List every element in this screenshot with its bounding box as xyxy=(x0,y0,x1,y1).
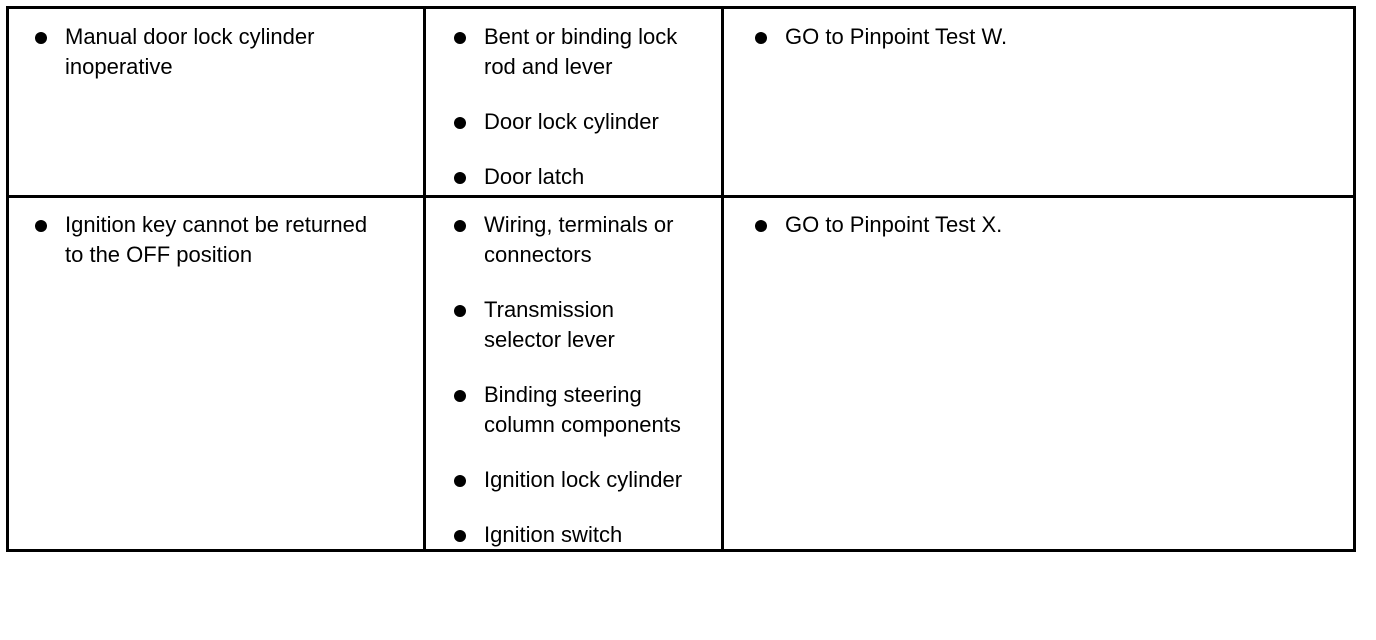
bullet-icon xyxy=(35,220,47,232)
possible-source-item xyxy=(429,520,623,640)
condition-cell xyxy=(9,9,426,195)
condition-cell xyxy=(9,198,426,549)
table-row xyxy=(9,9,1353,198)
possible-source-text: Transmission selector lever xyxy=(484,297,615,352)
possible-source-text: Bent or binding lock rod and lever xyxy=(484,24,678,79)
condition-item xyxy=(9,22,315,142)
action-item xyxy=(727,210,1003,330)
possible-source-text: Wiring, terminals or connectors xyxy=(484,212,674,267)
action-text: GO to Pinpoint Test X. xyxy=(785,212,1003,237)
bullet-icon xyxy=(454,530,466,542)
possible-source-text: Binding steering column components xyxy=(484,382,681,437)
bullet-icon xyxy=(454,32,466,44)
condition-text: Ignition key cannot be returned to the OFF position xyxy=(65,212,368,267)
action-cell xyxy=(727,9,1353,195)
bullet-icon xyxy=(35,32,47,44)
possible-source-text: Door lock cylinder xyxy=(484,109,659,134)
bullet-icon xyxy=(454,172,466,184)
possible-source-cell xyxy=(429,9,724,195)
condition-item xyxy=(9,210,368,330)
action-item xyxy=(727,22,1008,142)
possible-source-text: Door latch xyxy=(484,164,585,189)
bullet-icon xyxy=(755,220,767,232)
action-cell xyxy=(727,198,1353,549)
possible-source-text: Ignition lock cylinder xyxy=(484,467,683,492)
symptom-table xyxy=(6,6,1356,552)
bullet-icon xyxy=(454,305,466,317)
table-row xyxy=(9,198,1353,549)
bullet-icon xyxy=(454,475,466,487)
possible-source-cell xyxy=(429,198,724,549)
bullet-icon xyxy=(454,220,466,232)
bullet-icon xyxy=(454,390,466,402)
condition-text: Manual door lock cylinder inoperative xyxy=(65,24,315,79)
bullet-icon xyxy=(454,117,466,129)
action-text: GO to Pinpoint Test W. xyxy=(785,24,1008,49)
bullet-icon xyxy=(755,32,767,44)
possible-source-text: Ignition switch xyxy=(484,522,623,547)
